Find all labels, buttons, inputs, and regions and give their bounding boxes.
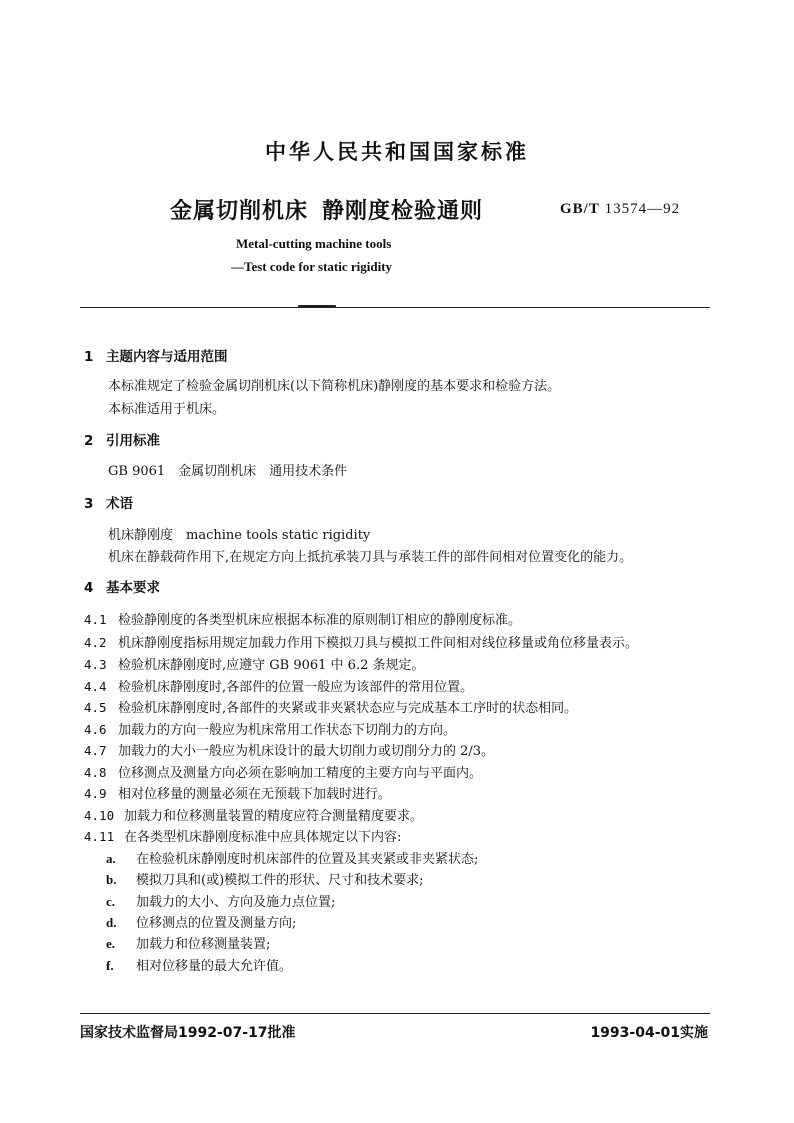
section-2-heading [84,429,160,449]
sub-item-text: 加载力和位移测量装置; [136,937,271,952]
list-item [84,676,473,695]
section-number: 1 [84,349,94,365]
item-number: 4.11 [84,829,115,844]
title-part-1: 金属切削机床 [170,199,309,224]
list-item [84,697,577,716]
section-3-heading [84,492,133,512]
sub-item-label: d. [106,915,117,930]
section-title: 基本要求 [106,580,160,596]
section-number: 3 [84,496,94,512]
sub-item [106,891,335,910]
item-text: 加载力和位移测量装置的精度应符合测量精度要求。 [124,809,424,824]
english-title-line-2: —Test code for static rigidity [231,259,393,274]
sub-item [106,912,296,931]
list-item [84,826,401,845]
list-item [84,719,456,738]
header-divider [80,307,710,308]
item-number: 4.6 [84,722,107,737]
sub-item [106,933,270,952]
sub-item-text: 相对位移量的最大允许值。 [136,959,293,974]
item-number: 4.4 [84,679,107,694]
section-title: 引用标准 [106,433,160,449]
title-part-2: 静刚度检验通则 [322,199,484,224]
sub-item [106,955,292,974]
item-text: 位移测点及测量方向必须在影响加工精度的主要方向与平面内。 [118,766,483,781]
paragraph: GB 9061 金属切削机床 通用技术条件 [108,464,348,479]
item-text: 在各类型机床静刚度标准中应具体规定以下内容: [124,830,402,845]
paragraph: 本标准适用于机床。 [108,402,226,417]
sub-item-text: 位移测点的位置及测量方向; [136,916,297,931]
sub-item-label: b. [106,872,117,887]
item-text: 检验机床静刚度时,各部件的位置一般应为该部件的常用位置。 [118,680,474,695]
standard-code: 13574—92 [604,201,681,217]
item-text: 相对位移量的测量必须在无预载下加载时进行。 [118,787,392,802]
standard-prefix: GB/T [560,201,600,217]
item-text: 加载力的大小一般应为机床设计的最大切削力或切削分力的 2/3。 [118,744,495,759]
item-number: 4.7 [84,743,107,758]
sub-item-label: e. [106,936,116,951]
item-text: 检验静刚度的各类型机床应根据本标准的原则制订相应的静刚度标准。 [118,613,522,628]
item-number: 4.3 [84,657,107,672]
item-text: 检验机床静刚度时,各部件的夹紧或非夹紧状态应与完成基本工序时的状态相同。 [118,701,578,716]
list-item [84,783,391,802]
list-item [84,654,425,673]
item-number: 4.10 [84,808,115,823]
item-text: 加载力的方向一般应为机床常用工作状态下切削力的方向。 [118,723,457,738]
section-number: 2 [84,433,94,449]
approval-date: 国家技术监督局1992-07-17批准 [80,1025,296,1041]
item-number: 4.2 [84,635,107,650]
header-divider-mark [298,305,336,308]
organization-heading: 中华人民共和国国家标准 [265,140,529,164]
section-title: 主题内容与适用范围 [106,349,228,365]
item-number: 4.8 [84,765,107,780]
item-number: 4.5 [84,700,107,715]
sub-item-text: 加载力的大小、方向及施力点位置; [136,895,336,910]
section-1-heading [84,345,228,365]
item-number: 4.1 [84,612,107,627]
standard-number [560,201,680,218]
document-title [170,194,483,225]
sub-item-label: c. [106,894,116,909]
section-number: 4 [84,580,94,596]
section-title: 术语 [106,496,133,512]
implementation-date: 1993-04-01实施 [590,1025,708,1041]
sub-item-label: f. [106,958,114,973]
sub-item-text: 在检验机床静刚度时机床部件的位置及其夹紧或非夹紧状态; [136,852,479,867]
list-item [84,632,638,651]
list-item [84,740,494,759]
paragraph: 机床在静载荷作用下,在规定方向上抵抗承装刀具与承装工件的部件间相对位置变化的能力。 [108,550,633,565]
section-4-heading [84,576,160,596]
item-number: 4.9 [84,786,107,801]
sub-item [106,869,424,888]
item-text: 机床静刚度指标用规定加载力作用下模拟刀具与模拟工件间相对线位移量或角位移量表示。 [118,636,639,651]
sub-item-label: a. [106,851,116,866]
sub-item-text: 模拟刀具和(或)模拟工件的形状、尺寸和技术要求; [136,873,424,888]
item-text: 检验机床静刚度时,应遵守 GB 9061 中 6.2 条规定。 [118,658,425,673]
english-title-line-1: Metal-cutting machine tools [236,236,392,251]
footer-divider [80,1013,710,1014]
list-item [84,609,521,628]
paragraph: 机床静刚度 machine tools static rigidity [108,528,371,543]
sub-item [106,848,478,867]
list-item [84,805,423,824]
paragraph: 本标准规定了检验金属切削机床(以下简称机床)静刚度的基本要求和检验方法。 [108,379,561,394]
list-item [84,762,482,781]
